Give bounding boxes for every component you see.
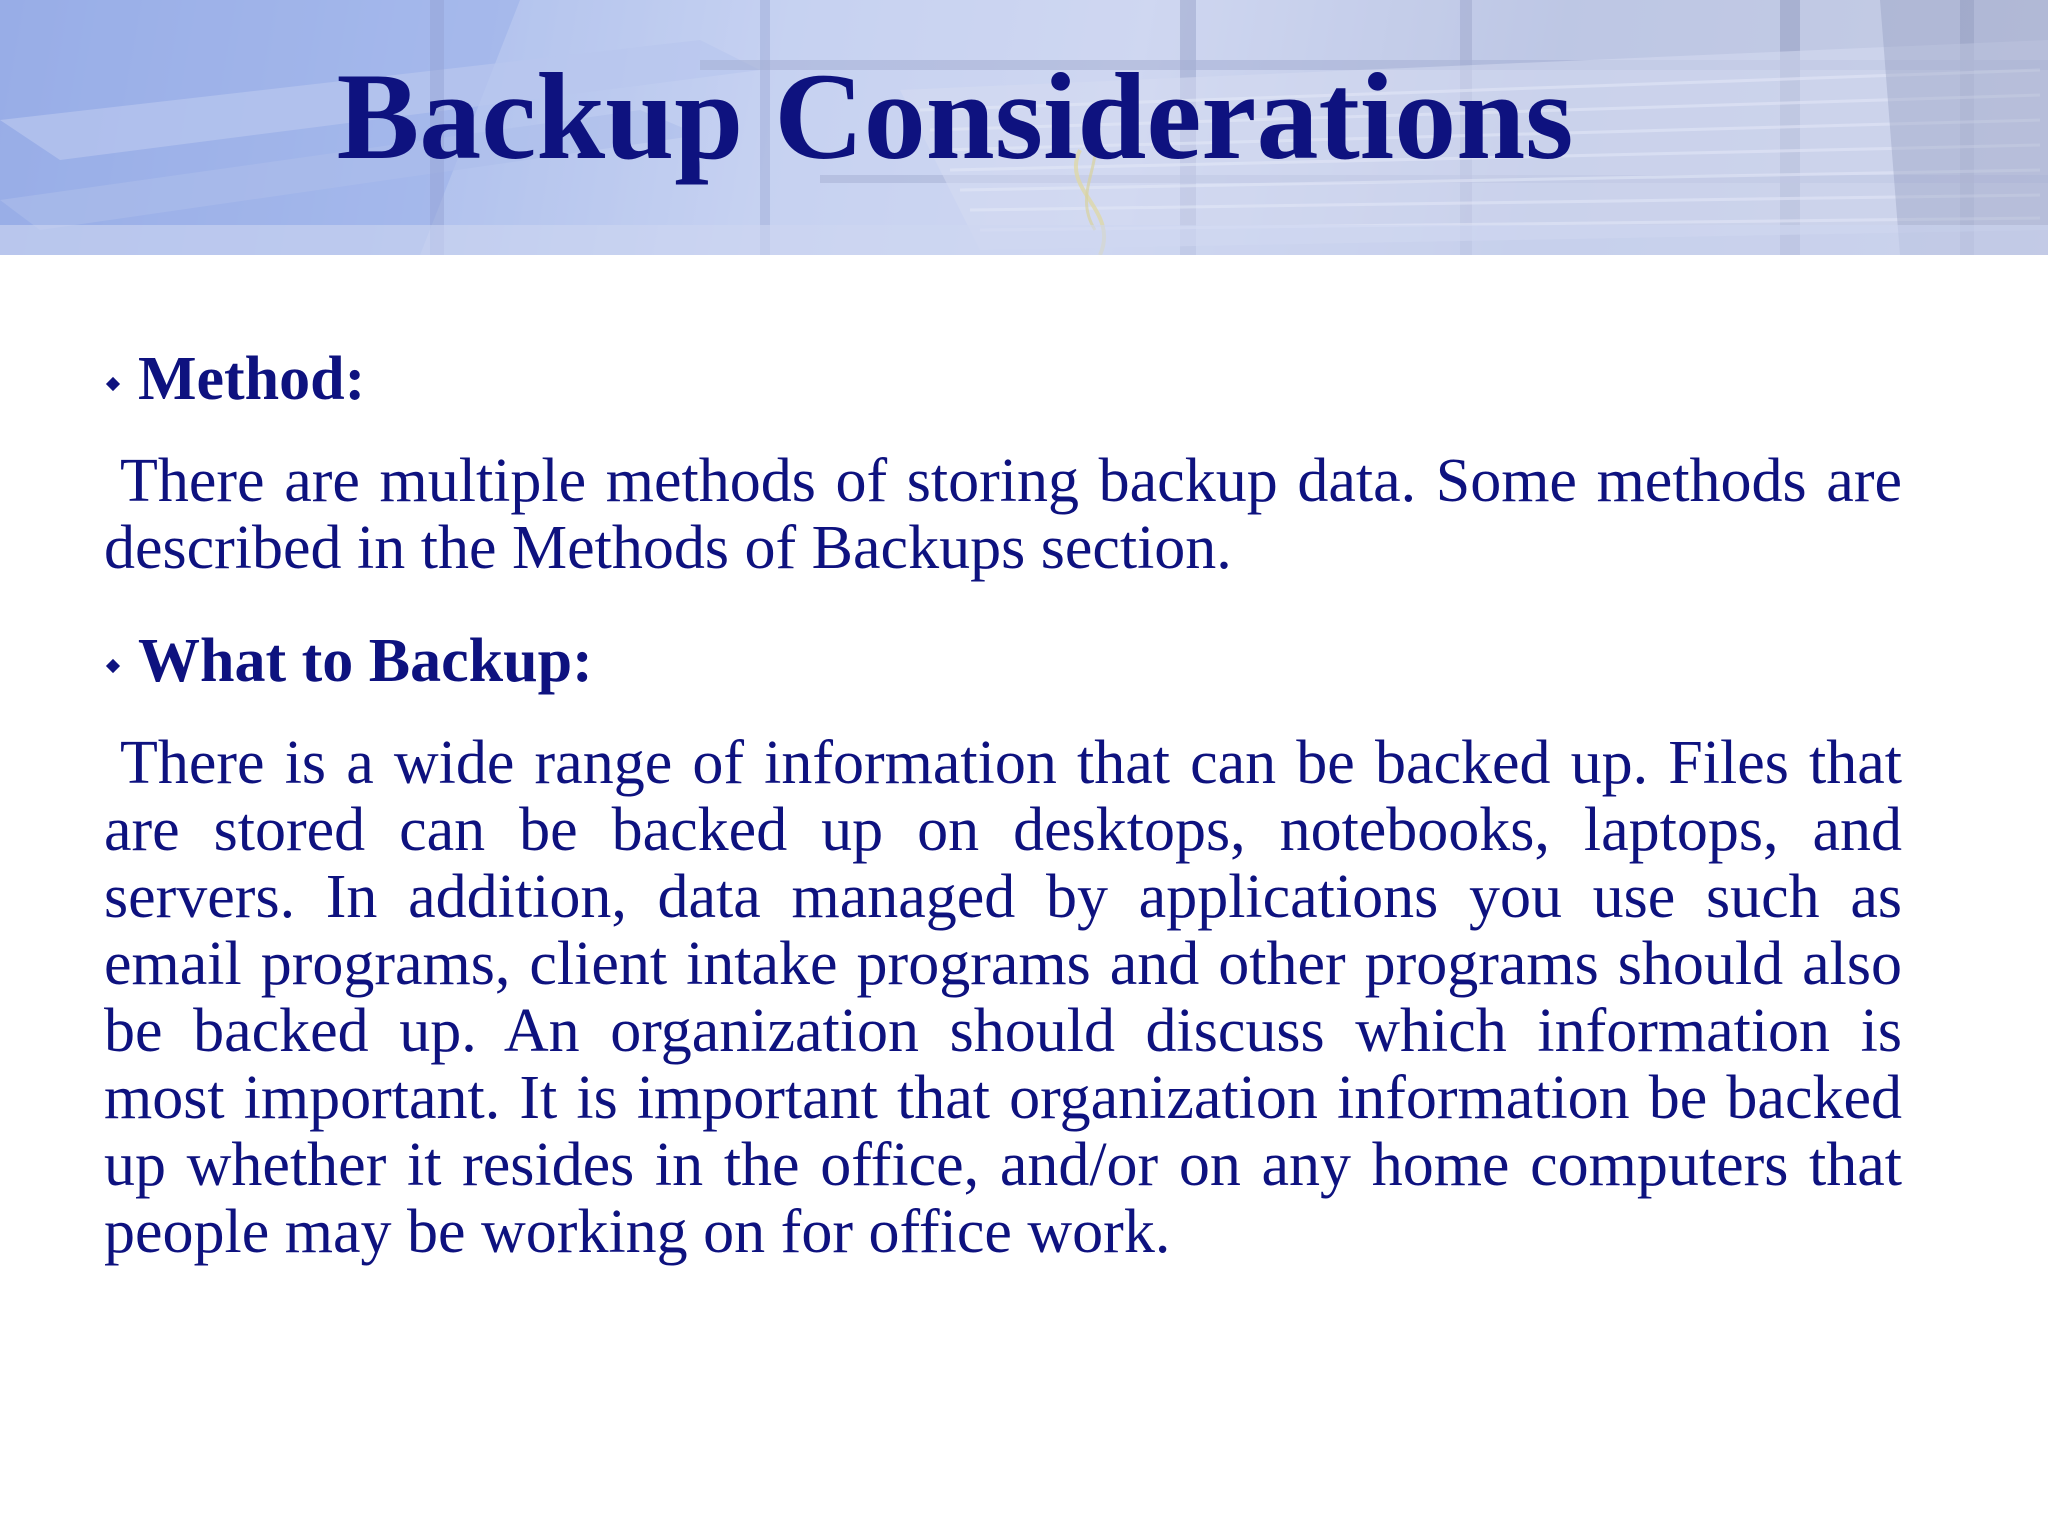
- section-body-what-to-backup: There is a wide range of information that can be backed up. Files that are stored can be backed up on desktops, notebooks, laptops, and servers. In addition, data managed by applications you use such as email programs, client intake programs and other programs should also be backed up. An organization should discuss which information is most important. It is important that organization information be backed up whether it resides in the office, and/or on any home computers that people may be working on for office work.: [104, 729, 1902, 1266]
- diamond-bullet-icon: [106, 659, 120, 673]
- header-banner-image: [0, 0, 2048, 255]
- section-heading-label: Method:: [138, 345, 366, 413]
- section-heading-method: [104, 340, 1902, 418]
- diamond-bullet-icon: [106, 377, 120, 391]
- slide-content: [104, 340, 1902, 1306]
- slide-title: Backup Considerations: [336, 48, 1574, 185]
- section-heading-label: What to Backup:: [138, 627, 593, 695]
- section-body-method: There are multiple methods of storing backup data. Some methods are described in the Methods of Backups section.: [104, 447, 1902, 582]
- section-heading-what-to-backup: [104, 622, 1902, 700]
